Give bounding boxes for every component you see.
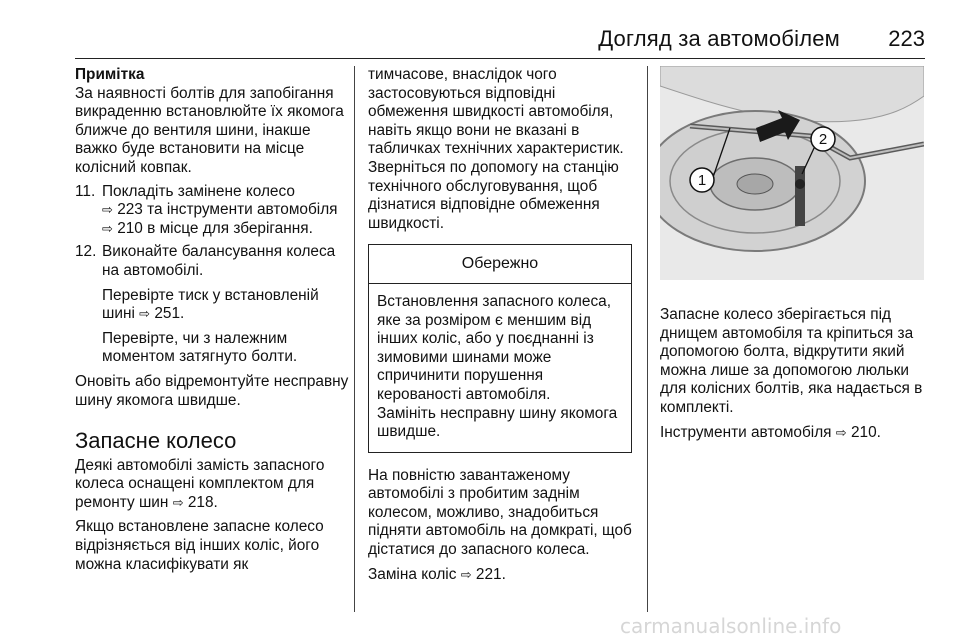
step-number: 11. — [75, 182, 96, 200]
body-text: Якщо встановлене запасне колесо відрізняється від інших коліс, його можна класифікувати як — [75, 518, 324, 573]
body-text: тимчасове, внаслідок чого застосовуються відповідні обмеження швидкості автомобіля, навіть якщо вони не вказані в табличках технічних характеристик. Зверніться по допомогу на станцію технічного обслуговування, щоб дізнатися відповідне обмеження швидкості. — [368, 66, 624, 232]
spare-wheel-illustration — [660, 66, 924, 280]
column-divider — [647, 66, 648, 612]
step-substep: Перевірте тиск у встановленій шині ⇨ 251. — [102, 286, 319, 323]
warning-body — [369, 284, 631, 452]
watermark: carmanualsonline.info — [620, 614, 842, 638]
column-divider — [354, 66, 355, 612]
cross-reference-link[interactable]: 221. — [475, 565, 506, 583]
reference-arrow-icon: ⇨ — [139, 306, 151, 322]
body-text: Запасне колесо зберігається під днищем автомобіля та кріпиться за допомогою болта, відкрутити який можна лише за допомогою люльки для колісних болтів, яка надається в комплекті. — [660, 306, 923, 416]
column-1 — [75, 66, 350, 574]
body-text: Заміна коліс ⇨ 221. — [368, 565, 506, 583]
callout-1: 1 — [697, 172, 707, 189]
spare-wheel-drawing — [660, 66, 924, 280]
reference-arrow-icon: ⇨ — [102, 202, 113, 218]
warning-box — [368, 244, 632, 452]
step-12 — [75, 243, 350, 367]
page-number: 223 — [888, 26, 925, 51]
note-title: Примітка — [75, 66, 145, 83]
warning-text: Замініть несправну шину якомога швидше. — [377, 404, 618, 441]
cross-reference-link[interactable]: 223 та інструменти автомобіля — [117, 201, 338, 219]
header-rule — [75, 58, 925, 59]
cross-reference-link[interactable]: 210. — [850, 423, 881, 441]
section-title: Догляд за автомобілем — [598, 26, 840, 51]
reference-arrow-icon: ⇨ — [835, 424, 847, 440]
step-11 — [75, 183, 350, 239]
reference-arrow-icon: ⇨ — [102, 220, 113, 236]
warning-text: Встановлення запасного колеса, яке за розміром є меншим від інших коліс, або у поєднанні із зимовими шинами може спричинити порушення керованості автомобіля. — [377, 292, 612, 403]
cross-reference-link[interactable]: 210 в місце для зберігання. — [117, 219, 313, 237]
reference-arrow-icon: ⇨ — [172, 494, 184, 510]
body-text: Інструменти автомобіля ⇨ 210. — [660, 423, 881, 441]
reference-arrow-icon: ⇨ — [460, 566, 472, 582]
cross-reference-link[interactable]: 218. — [187, 493, 218, 511]
cross-reference-link[interactable]: 251. — [154, 305, 185, 323]
step-text: Покладіть замінене колесо ⇨ 223 та інструменти автомобіля ⇨ 210 в місце для зберігання. — [102, 182, 338, 237]
callout-2: 2 — [818, 131, 828, 148]
body-text: На повністю завантаженому автомобілі з пробитим заднім колесом, можливо, знадобиться підняти автомобіль на домкраті, щоб дістатися до запасного колеса. — [368, 466, 632, 559]
step-number: 12. — [75, 243, 97, 261]
note-text: За наявності болтів для запобігання викраденню встановлюйте їх якомога ближче до вентиля шини, інакше важко буде встановити на місце колісний ковпак. — [75, 84, 344, 176]
warning-title: Обережно — [369, 245, 631, 284]
step-substep: Перевірте, чи з належним моментом затягнуто болти. — [102, 329, 298, 366]
body-text: Оновіть або відремонтуйте несправну шину якомога швидше. — [75, 372, 349, 409]
step-text: Виконайте балансування колеса на автомобілі. Перевірте тиск у встановленій шині ⇨ 251. Перевірте, чи з належним моментом затягнуто болти. — [102, 243, 350, 367]
column-3 — [660, 66, 930, 442]
section-heading: Запасне колесо — [75, 428, 237, 454]
body-text: Деякі автомобілі замість запасного колеса оснащені комплектом для ремонту шин ⇨ 218. — [75, 456, 325, 511]
column-2 — [368, 66, 634, 584]
